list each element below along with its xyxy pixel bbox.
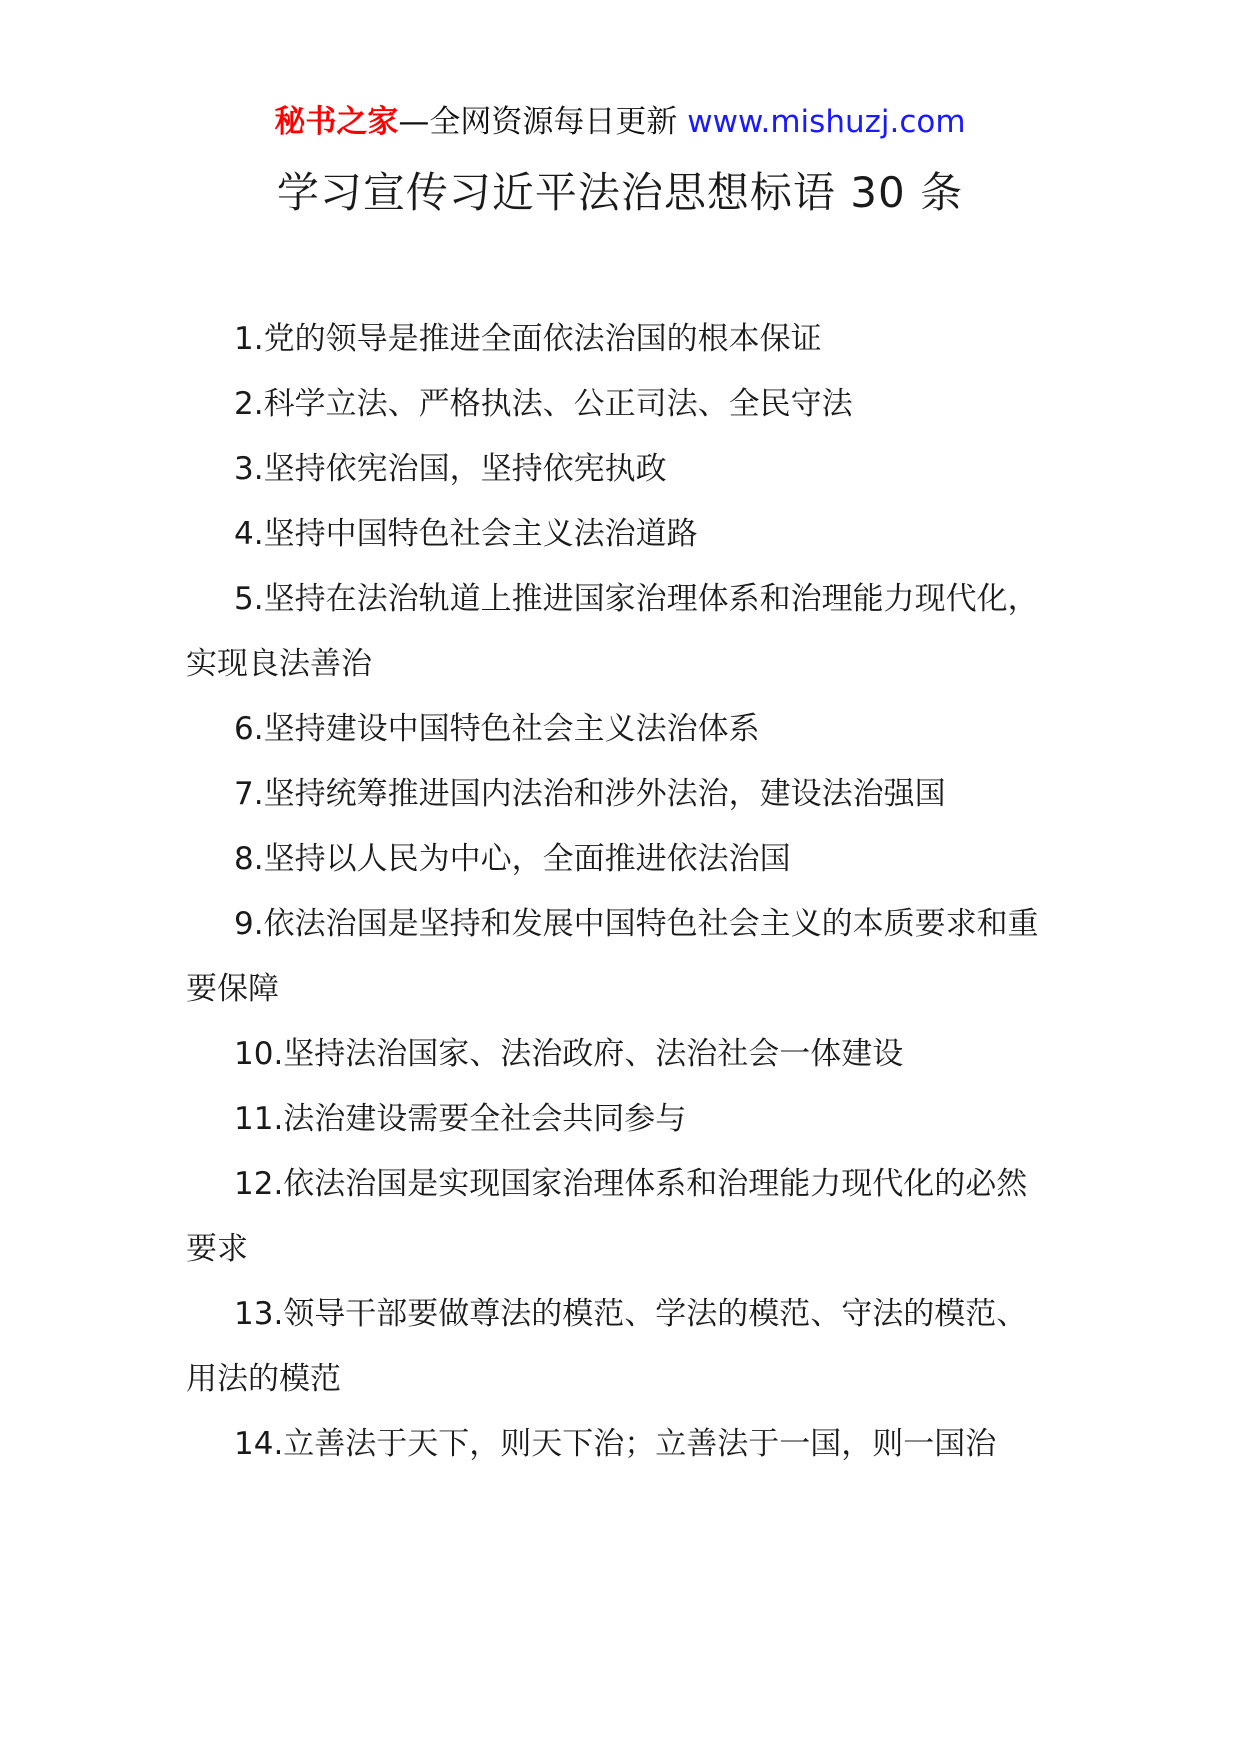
list-item: 5.坚持在法治轨道上推进国家治理体系和治理能力现代化，实现良法善治	[186, 581, 1039, 682]
document-title: 学习宣传习近平法治思想标语 30 条	[276, 168, 964, 217]
list-item: 7.坚持统筹推进国内法治和涉外法治，建设法治强国	[234, 776, 946, 812]
list-item: 13.领导干部要做尊法的模范、学法的模范、守法的模范、用法的模范	[186, 1296, 1028, 1397]
list-item: 6.坚持建设中国特色社会主义法治体系	[234, 711, 760, 747]
list-item: 4.坚持中国特色社会主义法治道路	[234, 516, 698, 552]
list-item: 1.党的领导是推进全面依法治国的根本保证	[234, 321, 822, 357]
list-item: 8.坚持以人民为中心，全面推进依法治国	[234, 841, 791, 877]
slogan-list	[186, 307, 1054, 1477]
brand-name: 秘书之家	[274, 104, 399, 140]
list-item: 2.科学立法、严格执法、公正司法、全民守法	[234, 386, 853, 422]
header-slogan: —全网资源每日更新	[398, 104, 678, 140]
list-item: 14.立善法于天下，则天下治；立善法于一国，则一国治	[234, 1426, 997, 1462]
site-url-link[interactable]: www.mishuzj.com	[687, 104, 966, 140]
list-item: 10.坚持法治国家、法治政府、法治社会一体建设	[234, 1036, 904, 1072]
list-item: 3.坚持依宪治国，坚持依宪执政	[234, 451, 667, 487]
site-header	[0, 100, 1240, 144]
list-item: 12.依法治国是实现国家治理体系和治理能力现代化的必然要求	[186, 1166, 1028, 1267]
list-item: 9.依法治国是坚持和发展中国特色社会主义的本质要求和重要保障	[186, 906, 1039, 1007]
list-item: 11.法治建设需要全社会共同参与	[234, 1101, 687, 1137]
